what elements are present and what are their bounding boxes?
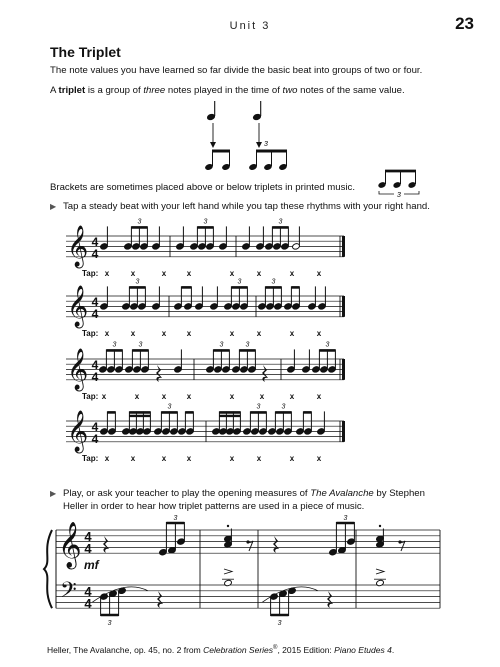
- treble-clef-icon: 𝄞: [67, 285, 89, 326]
- quarter-rest-icon: [157, 591, 163, 608]
- accent-mark: [224, 569, 232, 574]
- triplet-number: 3: [237, 278, 242, 286]
- tap-label: Tap:: [82, 268, 99, 278]
- tap-mark: x: [289, 453, 295, 463]
- bass-clef-icon: 𝄢: [60, 577, 77, 607]
- bracket-paragraph: Brackets are sometimes placed above or below triplets in printed music.: [50, 182, 356, 193]
- triplet-number: 3: [173, 515, 178, 522]
- rhythm-exercises: [0, 218, 500, 473]
- staccato-dot: [379, 525, 381, 527]
- rhythm-exercise-1: [66, 218, 345, 277]
- bracketed-triplet-illustration: [376, 168, 426, 200]
- triplet-number: 3: [245, 341, 250, 349]
- triplet-number: 3: [343, 515, 348, 522]
- tap-mark: x: [134, 391, 140, 401]
- triplet-number: 3: [135, 278, 140, 286]
- section-title: The Triplet: [50, 44, 121, 60]
- time-signature-bottom: 4: [84, 541, 92, 556]
- note-head: [224, 579, 233, 586]
- time-signature-top: 4: [91, 358, 99, 372]
- tap-mark: x: [161, 328, 167, 338]
- piece-title: The Avalanche: [310, 488, 374, 499]
- instruction-avalanche: ▶ Play, or ask your teacher to play the opening measures of The Avalanche by Stephen Heller in order to hear how triplet patterns are used in a piece of music.: [50, 488, 425, 512]
- time-signature-bottom: 4: [91, 432, 99, 446]
- triplet-illustration: [195, 100, 305, 180]
- triplet-number: 3: [281, 403, 286, 411]
- time-signature-top: 4: [84, 529, 92, 544]
- tap-mark: x: [316, 268, 322, 278]
- treble-clef-icon: 𝄞: [67, 348, 89, 389]
- tap-mark: x: [229, 391, 235, 401]
- triplet-number: 3: [167, 403, 172, 411]
- tap-mark: x: [161, 391, 167, 401]
- dynamic-marking: mf: [84, 558, 99, 572]
- tap-mark: x: [161, 453, 167, 463]
- tap-mark: x: [229, 453, 235, 463]
- triplet-number: 3: [112, 341, 117, 349]
- staccato-dot: [227, 525, 229, 527]
- tap-mark: x: [186, 328, 192, 338]
- triplet-number: 3: [325, 341, 330, 349]
- time-signature-bottom: 4: [91, 370, 99, 384]
- tap-mark: x: [289, 268, 295, 278]
- tap-label: Tap:: [82, 328, 99, 338]
- tap-mark: x: [256, 453, 262, 463]
- tap-mark: x: [289, 328, 295, 338]
- rhythm-exercise-2: [66, 278, 345, 337]
- tap-mark: x: [104, 328, 110, 338]
- tap-label: Tap:: [82, 391, 99, 401]
- time-signature-bottom: 4: [84, 596, 92, 611]
- time-signature-bottom: 4: [91, 247, 99, 261]
- tap-mark: x: [289, 391, 295, 401]
- tap-mark: x: [104, 453, 110, 463]
- triplet-number: 3: [107, 620, 112, 627]
- tap-mark: x: [130, 268, 136, 278]
- tap-mark: x: [256, 268, 262, 278]
- quarter-rest-icon: [327, 591, 333, 608]
- final-bar-line: [342, 296, 345, 317]
- tap-mark: x: [101, 391, 107, 401]
- tap-label: Tap:: [82, 453, 99, 463]
- intro-paragraph: The note values you have learned so far divide the basic beat into groups of two or four.: [50, 65, 423, 76]
- triplet-definition: A triplet is a group of three notes played in the time of two notes of the same value.: [50, 85, 405, 96]
- note-head: [376, 579, 385, 586]
- final-bar-line: [342, 236, 345, 257]
- quarter-rest-icon: [273, 536, 279, 553]
- treble-clef-icon: 𝄞: [67, 410, 89, 451]
- time-signature-top: 4: [91, 235, 99, 249]
- triplet-number: 3: [203, 218, 208, 226]
- rhythm-exercise-4: [66, 403, 345, 462]
- tap-mark: x: [186, 453, 192, 463]
- triplet-number: 3: [271, 278, 276, 286]
- tap-mark: x: [104, 268, 110, 278]
- time-signature-top: 4: [91, 420, 99, 434]
- treble-clef-icon: 𝄞: [67, 225, 89, 266]
- tap-mark: x: [229, 268, 235, 278]
- tap-mark: x: [316, 453, 322, 463]
- time-signature-bottom: 4: [91, 307, 99, 321]
- tap-mark: x: [259, 391, 265, 401]
- brace-icon: [44, 530, 52, 608]
- triplet-number: 3: [137, 218, 142, 226]
- triplet-number: 3: [219, 341, 224, 349]
- treble-clef-icon: 𝄞: [58, 523, 82, 567]
- term-triplet: triplet: [58, 85, 86, 96]
- tap-mark: x: [256, 328, 262, 338]
- tap-mark: x: [161, 268, 167, 278]
- eighth-rest-icon: [400, 541, 405, 551]
- tap-mark: x: [130, 328, 136, 338]
- music-credit: Heller, The Avalanche, op. 45, no. 2 from Celebration Series®, 2015 Edition: Piano Etudes 4.: [47, 645, 395, 655]
- triplet-number: 3: [278, 218, 283, 226]
- tap-mark: x: [186, 391, 192, 401]
- eighth-rest-icon: [248, 541, 253, 551]
- quarter-rest-icon: [103, 536, 109, 553]
- unit-label: Unit 3: [229, 20, 271, 32]
- triplet-number: 3: [264, 141, 268, 148]
- rhythm-exercise-3: [66, 341, 345, 400]
- play-arrow-icon: ▶: [50, 202, 57, 211]
- accent-mark: [376, 569, 384, 574]
- tap-mark: x: [316, 328, 322, 338]
- tap-mark: x: [130, 453, 136, 463]
- final-bar-line: [342, 421, 345, 442]
- avalanche-excerpt: [0, 515, 500, 640]
- tap-mark: x: [316, 391, 322, 401]
- tap-mark: x: [229, 328, 235, 338]
- svg-text:3: 3: [397, 192, 401, 199]
- tap-mark: x: [186, 268, 192, 278]
- time-signature-top: 4: [91, 295, 99, 309]
- play-arrow-icon: ▶: [50, 489, 57, 498]
- triplet-number: 3: [277, 620, 282, 627]
- triplet-number: 3: [256, 403, 261, 411]
- triplet-number: 3: [138, 341, 143, 349]
- instruction-tap: ▶ Tap a steady beat with your left hand while you tap these rhythms with your right hand.: [50, 201, 430, 212]
- time-signature-top: 4: [84, 584, 92, 599]
- page-number: 23: [455, 14, 474, 33]
- final-bar-line: [342, 359, 345, 380]
